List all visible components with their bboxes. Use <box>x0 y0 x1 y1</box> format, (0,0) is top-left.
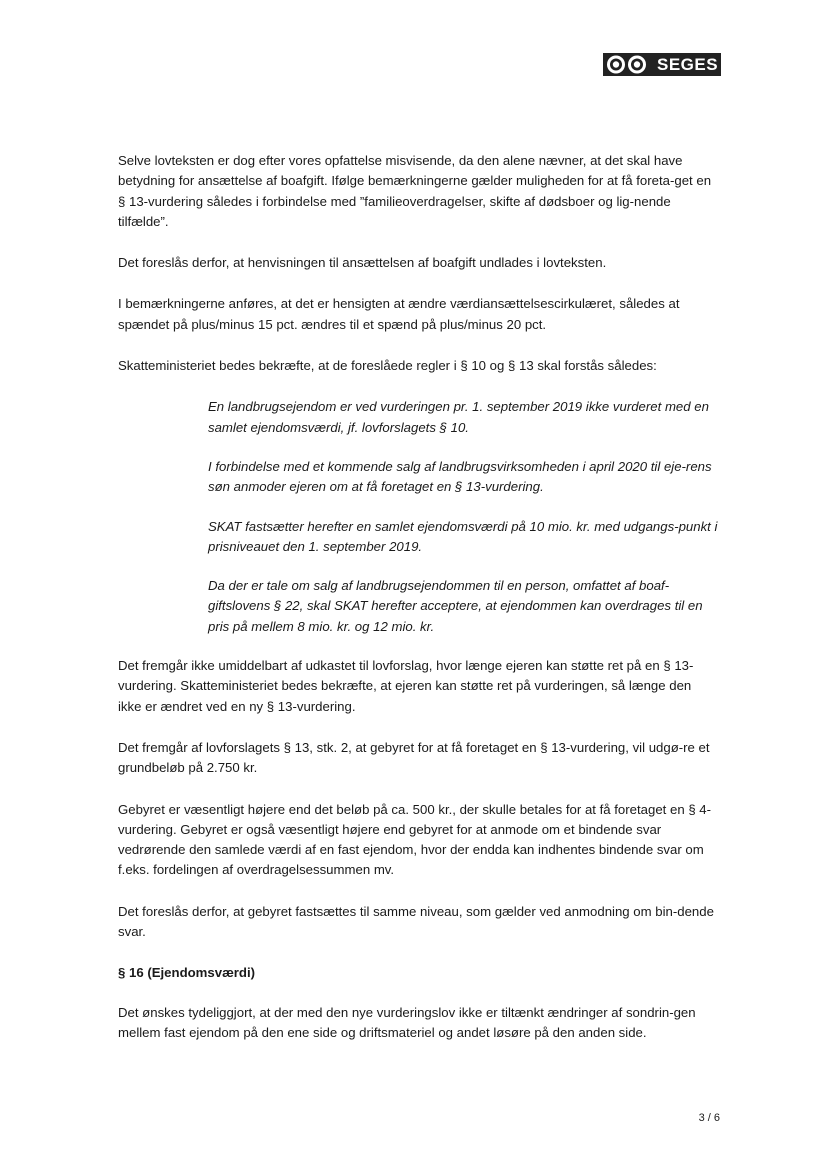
paragraph: Skatteministeriet bedes bekræfte, at de foreslåede regler i § 10 og § 13 skal forstås således: <box>118 358 657 374</box>
example-quote: I forbindelse med et kommende salg af landbrugsvirksomheden i april 2020 til eje-rens søn anmoder ejeren om at få foretaget en § 13-vurdering. <box>208 458 712 495</box>
example-quote: En landbrugsejendom er ved vurderingen pr. 1. september 2019 ikke vurderet med en samlet ejendomsværdi, jf. lovforslagets § 10. <box>208 399 709 435</box>
paragraph: Det fremgår af lovforslagets § 13, stk. 2, at gebyret for at få foretaget en § 13-vurdering, vil udgø-re et grundbeløb på 2.750 kr. <box>118 739 710 776</box>
section-heading: § 16 (Ejendomsværdi) <box>118 965 256 981</box>
paragraph: I bemærkningerne anføres, at det er hensigten at ændre værdiansættelsescirkulæret, således at spændet på plus/minus 15 pct. ændres til et spænd på plus/minus 20 pct. <box>118 296 680 332</box>
example-quote: Da der er tale om salg af landbrugsejendommen til en person, omfattet af boaf-giftslovens § 22, skal SKAT herefter acceptere, at ejendommen kan overdrages til en pris på mellem 8 mio. kr. og 12 mio. kr. <box>208 578 703 634</box>
paragraph: Det foreslås derfor, at gebyret fastsættes til samme niveau, som gælder ved anmodning om bin-dende svar. <box>118 903 714 940</box>
paragraph: Selve lovteksten er dog efter vores opfattelse misvisende, da den alene nævner, at det skal have betydning for ansættelse af boafgift. Ifølge bemærkningerne gælder muligheden for at få foreta-get en § 13-vurdering således i forbindelse med ”familieoverdragelser, skifte af dødsboer og lig-nende tilfælde”. <box>118 153 712 229</box>
example-quote: SKAT fastsætter herefter en samlet ejendomsværdi på 10 mio. kr. med udgangs-punkt i prisniveauet den 1. september 2019. <box>208 518 718 554</box>
paragraph: Det foreslås derfor, at henvisningen til ansættelsen af boafgift undlades i lovteksten. <box>118 255 607 271</box>
paragraph: Det ønskes tydeliggjort, at der med den nye vurderingslov ikke er tiltænkt ændringer af sondrin-gen mellem fast ejendom på den ene side og driftsmateriel og andet løsøre på den anden side. <box>118 1004 696 1040</box>
page-number: 3 / 6 <box>698 1112 720 1124</box>
paragraph: Gebyret er væsentligt højere end det beløb på ca. 500 kr., der skulle betales for at få foretaget en § 4-vurdering. Gebyret er også væsentligt højere end gebyret for at anmode om et bindende svar vedrørende den samlede værdi af en fast ejendom, hvor der endda kan indhentes bindende svar om f.eks. fordelingen af overdragelsessummen mv. <box>118 801 712 878</box>
seges-emblem-icon <box>603 53 655 76</box>
document-body <box>118 151 718 1064</box>
paragraph: Det fremgår ikke umiddelbart af udkastet til lovforslag, hvor længe ejeren kan støtte ret på en § 13-vurdering. Skatteministeriet bedes bekræfte, at ejeren kan støtte ret på vurderingen, så længe den ikke er ændret ved en ny § 13-vurdering. <box>118 658 694 714</box>
seges-logo <box>603 53 721 76</box>
logo-text: SEGES <box>657 55 719 74</box>
